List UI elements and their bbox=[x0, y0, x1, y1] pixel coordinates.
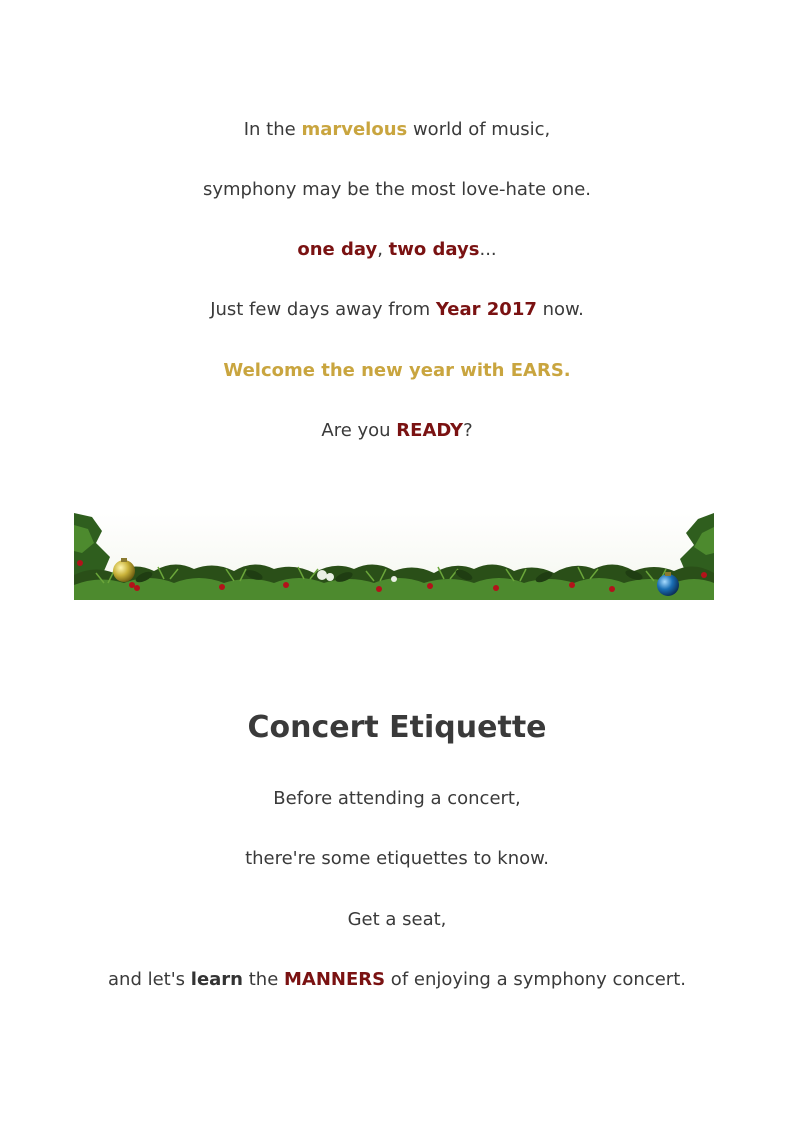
intro-line-6 bbox=[0, 419, 794, 443]
intro-text: ? bbox=[463, 420, 473, 441]
etiquette-line-2: there're some etiquettes to know. bbox=[245, 848, 549, 869]
intro-text: world of music, bbox=[407, 119, 551, 140]
highlight-ready: READY bbox=[396, 420, 464, 441]
intro-line-2: symphony may be the most love-hate one. bbox=[202, 179, 592, 200]
intro-text: Just few days away from bbox=[210, 299, 436, 320]
intro-line-4 bbox=[0, 298, 794, 322]
ellipsis: ... bbox=[479, 239, 497, 260]
highlight-two-days: two days bbox=[388, 239, 480, 260]
etiquette-text: and let's bbox=[108, 969, 191, 990]
etiquette-text: the bbox=[243, 969, 284, 990]
intro-line-1 bbox=[0, 118, 794, 142]
highlight-year: Year 2017 bbox=[435, 299, 537, 320]
highlight-manners: MANNERS bbox=[283, 969, 386, 990]
section-heading: Concert Etiquette bbox=[247, 710, 547, 745]
christmas-garland-image bbox=[74, 513, 714, 600]
intro-text: In the bbox=[243, 119, 302, 140]
separator: , bbox=[377, 239, 389, 260]
intro-text: now. bbox=[536, 299, 584, 320]
etiquette-line-4 bbox=[0, 968, 794, 992]
etiquette-line-1: Before attending a concert, bbox=[273, 788, 521, 809]
garland-graphic bbox=[74, 513, 714, 600]
highlight-one-day: one day bbox=[297, 239, 378, 260]
bold-learn: learn bbox=[190, 969, 243, 990]
highlight-marvelous: marvelous bbox=[301, 119, 408, 140]
etiquette-text: of enjoying a symphony concert. bbox=[385, 969, 686, 990]
etiquette-line-3: Get a seat, bbox=[347, 909, 447, 930]
intro-line-3 bbox=[0, 238, 794, 262]
intro-text: Are you bbox=[321, 420, 397, 441]
intro-line-5: Welcome the new year with EARS. bbox=[223, 360, 571, 381]
